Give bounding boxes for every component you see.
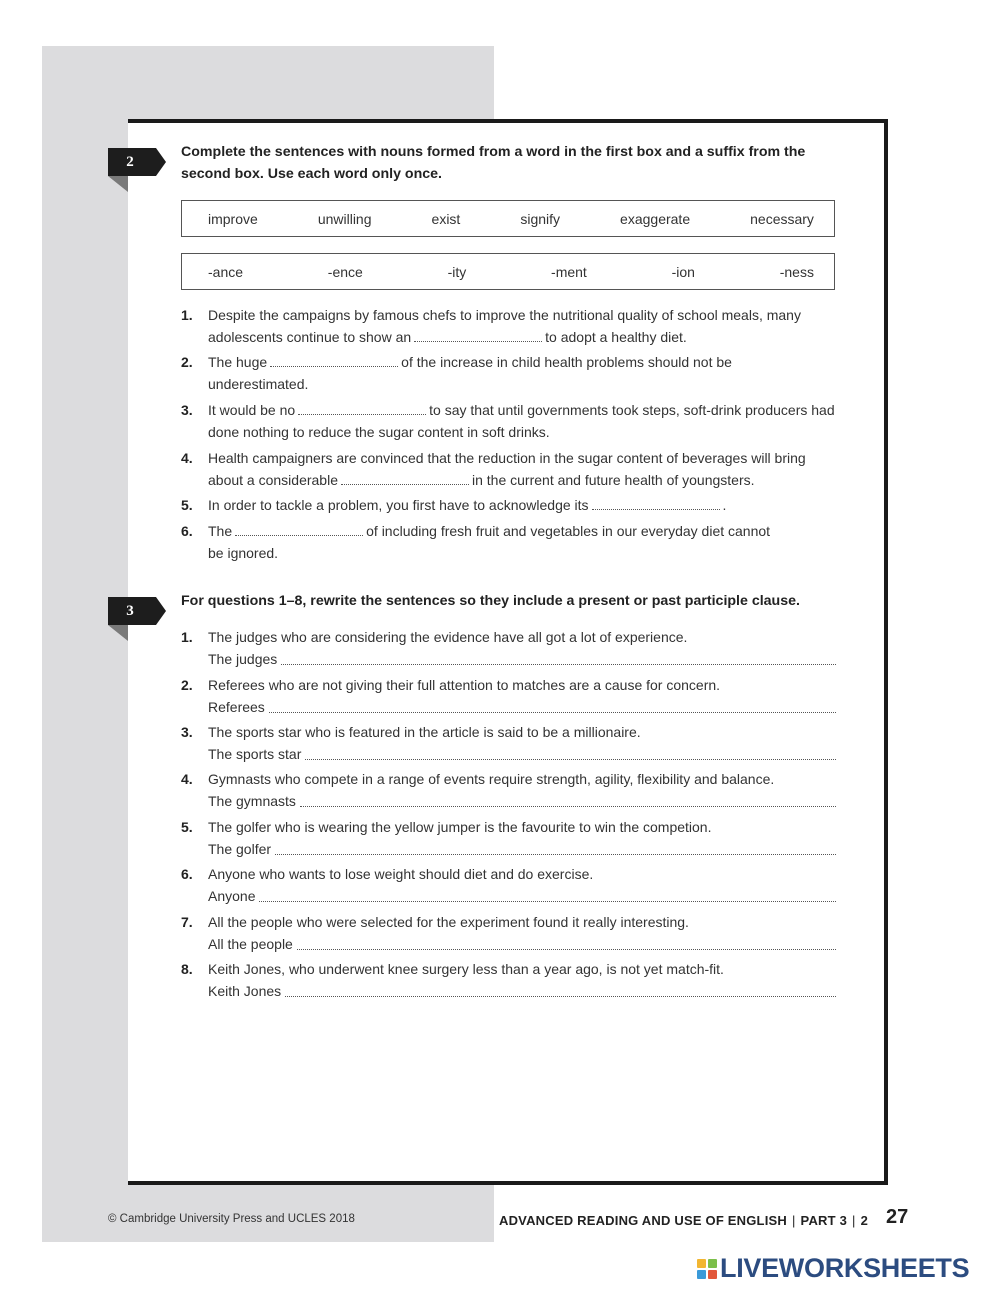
original-sentence: The judges who are considering the evidence have all got a lot of experience. <box>208 629 688 645</box>
question-number: 2. <box>181 354 193 370</box>
exercise-3-item-7 <box>181 911 836 955</box>
answer-blank[interactable] <box>414 328 542 342</box>
rewrite-answer-line[interactable] <box>259 887 836 902</box>
rewrite-start: Referees <box>208 699 265 715</box>
question-number: 4. <box>181 450 193 466</box>
exercise-3-item-4 <box>181 768 836 812</box>
question-number: 1. <box>181 629 193 645</box>
suffix-item: -ion <box>671 263 695 280</box>
suffix-item: -ity <box>447 263 467 280</box>
exercise-2-question-5 <box>181 494 841 516</box>
answer-blank[interactable] <box>270 353 398 367</box>
word-item: exist <box>431 210 461 227</box>
liveworksheets-logo[interactable] <box>697 1253 969 1284</box>
question-text-end: of including fresh fruit and vegetables in our everyday diet cannot be ignored. <box>208 523 771 561</box>
rewrite-start: Keith Jones <box>208 983 282 999</box>
suffix-item: -ness <box>779 263 814 280</box>
rewrite-answer-line[interactable] <box>297 935 836 950</box>
exercise-2-instruction: Complete the sentences with nouns formed from a word in the first box and a suffix from the second box. Use each word only once. <box>181 144 806 182</box>
answer-blank[interactable] <box>235 522 363 536</box>
rewrite-start: The golfer <box>208 841 272 857</box>
logo-square <box>708 1270 717 1279</box>
rewrite-answer-line[interactable] <box>275 840 836 855</box>
question-number: 8. <box>181 961 193 977</box>
word-item: improve <box>208 210 258 227</box>
word-item: exaggerate <box>620 210 691 227</box>
book-section-label <box>499 1213 868 1228</box>
suffix-item: -ance <box>208 263 244 280</box>
copyright-notice: © Cambridge University Press and UCLES 2018 <box>108 1213 355 1225</box>
separator: | <box>852 1213 856 1228</box>
question-text-start: The <box>208 523 233 539</box>
rewrite-start: The sports star <box>208 746 302 762</box>
answer-blank[interactable] <box>298 401 426 415</box>
book-title: ADVANCED READING AND USE OF ENGLISH <box>499 1213 787 1228</box>
logo-square <box>708 1259 717 1268</box>
exercise-3-item-3 <box>181 721 836 765</box>
exercise-2-number: 2 <box>126 153 134 170</box>
original-sentence: The golfer who is wearing the yellow jumper is the favourite to win the competion. <box>208 819 712 835</box>
exercise-3-number-tab <box>108 597 156 625</box>
exercise-3-item-6 <box>181 863 836 907</box>
exercise-3-item-1 <box>181 626 836 670</box>
question-text-end: of the increase in child health problems should not be underestimated. <box>208 354 732 392</box>
question-text-start: It would be no <box>208 402 296 418</box>
question-text-end: in the current and future health of youngsters. <box>472 472 755 488</box>
exercise-3-item-8 <box>181 958 836 1002</box>
question-text-start: Despite the campaigns by famous chefs to improve the nutritional quality of school meals, many adolescents continue to show an <box>208 307 801 345</box>
page-number: 27 <box>886 1206 909 1228</box>
exercise-2-question-4 <box>181 447 841 491</box>
liveworksheets-grid-icon <box>697 1259 717 1279</box>
logo-square <box>697 1259 706 1268</box>
question-number: 7. <box>181 914 193 930</box>
original-sentence: Gymnasts who compete in a range of events require strength, agility, flexibility and balance. <box>208 771 775 787</box>
original-sentence: Keith Jones, who underwent knee surgery less than a year ago, is not yet match-fit. <box>208 961 724 977</box>
section-label: 2 <box>860 1213 869 1228</box>
rewrite-answer-line[interactable] <box>281 650 836 665</box>
exercise-3-item-5 <box>181 816 836 860</box>
answer-blank[interactable] <box>341 471 469 485</box>
question-number: 5. <box>181 497 193 513</box>
word-item: necessary <box>750 210 814 227</box>
word-item: unwilling <box>317 210 372 227</box>
suffix-item: -ence <box>327 263 363 280</box>
question-number: 3. <box>181 402 193 418</box>
rewrite-answer-line[interactable] <box>305 745 836 760</box>
question-number: 6. <box>181 523 193 539</box>
word-box <box>181 200 835 237</box>
question-number: 6. <box>181 866 193 882</box>
logo-square <box>697 1270 706 1279</box>
exercise-3-number: 3 <box>126 602 134 619</box>
exercise-2-question-2 <box>181 351 841 395</box>
rewrite-answer-line[interactable] <box>269 698 836 713</box>
original-sentence: Referees who are not giving their full attention to matches are a cause for concern. <box>208 677 721 693</box>
question-number: 1. <box>181 307 193 323</box>
original-sentence: All the people who were selected for the experiment found it really interesting. <box>208 914 689 930</box>
rewrite-start: Anyone <box>208 888 256 904</box>
rewrite-start: The judges <box>208 651 278 667</box>
question-text-start: Health campaigners are convinced that the reduction in the sugar content of beverages will bring about a considerable <box>208 450 806 488</box>
suffix-item: -ment <box>551 263 587 280</box>
rewrite-start: The gymnasts <box>208 793 296 809</box>
part-label: PART 3 <box>800 1213 848 1228</box>
question-text-end: . <box>722 497 727 513</box>
word-item: signify <box>520 210 561 227</box>
exercise-3-instruction: For questions 1–8, rewrite the sentences so they include a present or past participle clause. <box>181 593 800 609</box>
question-text-end: to adopt a healthy diet. <box>545 329 687 345</box>
question-text-start: In order to tackle a problem, you first have to acknowledge its <box>208 497 589 513</box>
answer-blank[interactable] <box>592 496 720 510</box>
separator: | <box>791 1213 796 1228</box>
question-number: 5. <box>181 819 193 835</box>
exercise-2-question-3 <box>181 399 841 443</box>
rewrite-start: All the people <box>208 936 293 952</box>
exercise-3-item-2 <box>181 674 836 718</box>
original-sentence: The sports star who is featured in the article is said to be a millionaire. <box>208 724 641 740</box>
question-text-start: The huge <box>208 354 268 370</box>
question-text-end: to say that until governments took steps, soft-drink producers had done nothing to reduce the sugar content in soft drinks. <box>208 402 835 440</box>
rewrite-answer-line[interactable] <box>300 792 836 807</box>
exercise-2-question-1 <box>181 304 841 348</box>
exercise-3-tab-fold <box>108 625 128 641</box>
rewrite-answer-line[interactable] <box>285 982 836 997</box>
exercise-2-question-6 <box>181 520 841 564</box>
question-number: 3. <box>181 724 193 740</box>
exercise-2-number-tab <box>108 148 156 176</box>
liveworksheets-logo-text: LIVEWORKSHEETS <box>720 1253 970 1283</box>
question-number: 4. <box>181 771 193 787</box>
exercise-2-tab-fold <box>108 176 128 192</box>
question-number: 2. <box>181 677 193 693</box>
suffix-box <box>181 253 835 290</box>
original-sentence: Anyone who wants to lose weight should diet and do exercise. <box>208 866 594 882</box>
